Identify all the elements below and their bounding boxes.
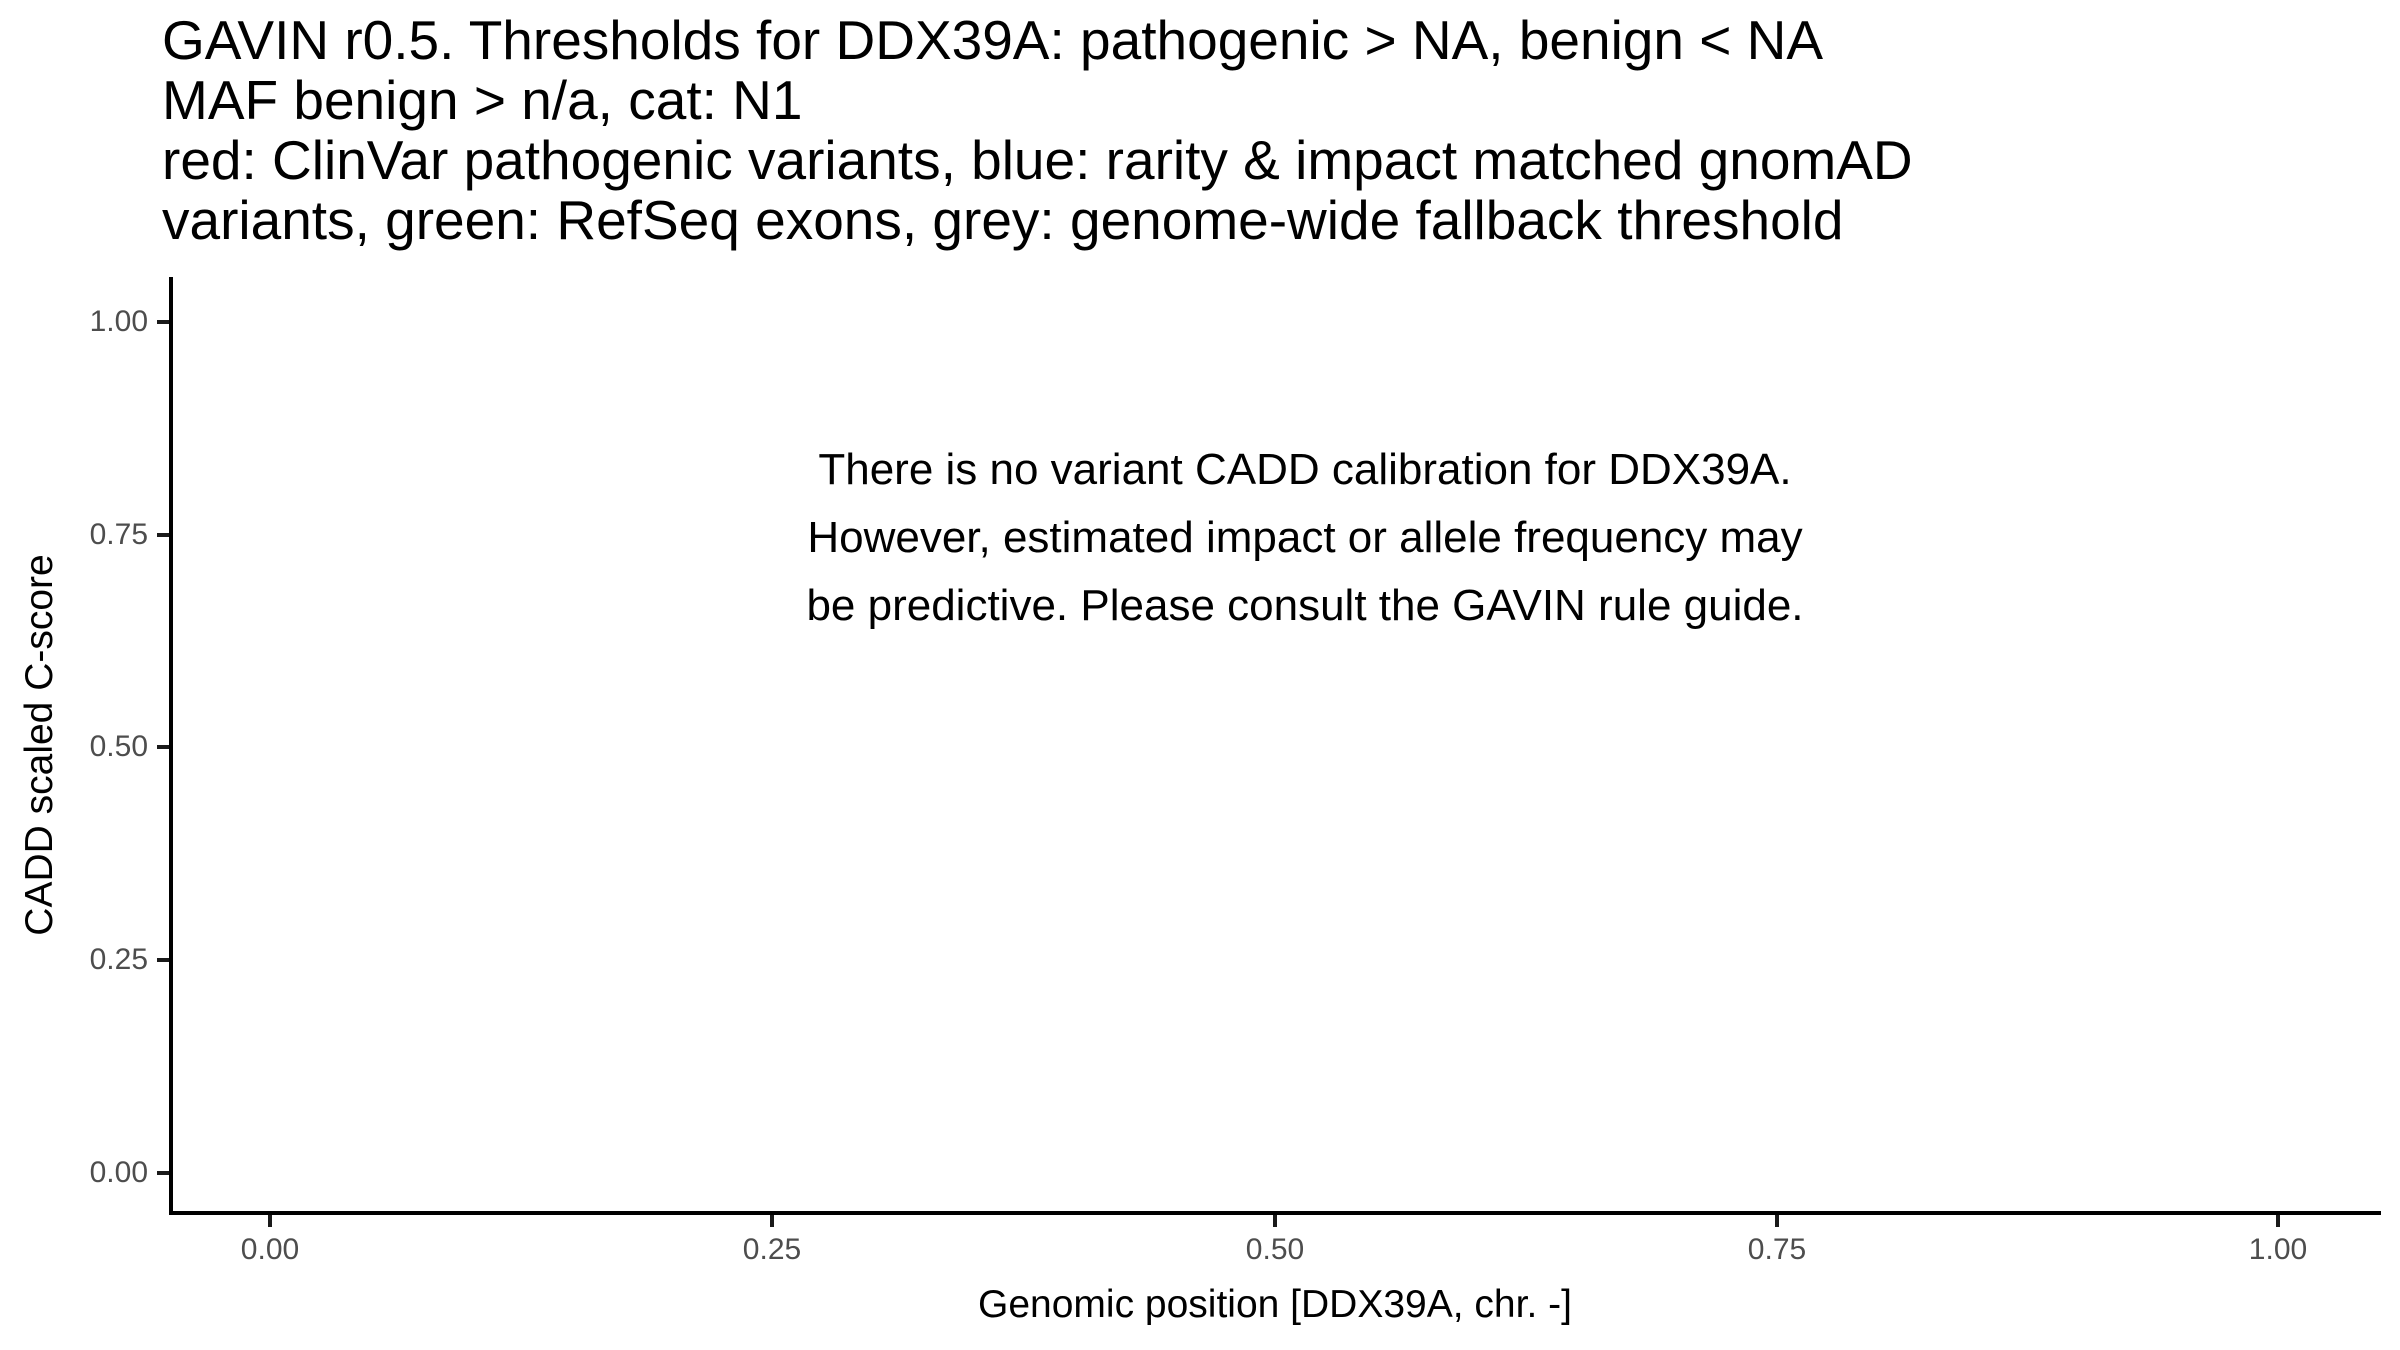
plot-title-line-1: GAVIN r0.5. Thresholds for DDX39A: pathogenic > NA, benign < NA: [162, 9, 1824, 71]
x-tick-mark: [268, 1215, 272, 1227]
x-tick-label: 0.50: [1245, 1233, 1305, 1266]
x-tick-label: 0.00: [240, 1233, 300, 1266]
x-tick-label: 0.25: [742, 1233, 802, 1266]
y-axis-line: [169, 277, 173, 1215]
y-tick-mark: [157, 745, 169, 749]
x-tick-label: 1.00: [2248, 1233, 2308, 1266]
plot-title-line-3: red: ClinVar pathogenic variants, blue: rarity & impact matched gnomAD: [162, 129, 1913, 191]
y-axis-title: CADD scaled C-score: [18, 554, 61, 936]
y-tick-mark: [157, 320, 169, 324]
y-tick-mark: [157, 1171, 169, 1175]
x-tick-mark: [2276, 1215, 2280, 1227]
annotation-line-2: However, estimated impact or allele frequency may: [807, 513, 1803, 562]
annotation-line-3: be predictive. Please consult the GAVIN rule guide.: [806, 581, 1804, 630]
x-axis-title: Genomic position [DDX39A, chr. -]: [978, 1283, 1572, 1326]
x-tick-mark: [1775, 1215, 1779, 1227]
plot-title: [162, 10, 1913, 250]
y-tick-mark: [157, 533, 169, 537]
y-tick-label: 0.25: [89, 943, 148, 976]
y-tick-label: 0.75: [89, 518, 148, 551]
x-tick-mark: [1273, 1215, 1277, 1227]
y-tick-label: 0.00: [89, 1156, 148, 1189]
y-tick-label: 0.50: [89, 730, 148, 763]
y-tick-label: 1.00: [89, 305, 148, 338]
no-calibration-annotation: [605, 436, 2005, 640]
x-tick-label: 0.75: [1747, 1233, 1807, 1266]
plot-title-line-4: variants, green: RefSeq exons, grey: genome-wide fallback threshold: [162, 189, 1844, 251]
plot-title-line-2: MAF benign > n/a, cat: N1: [162, 69, 803, 131]
plot-panel: [171, 278, 2380, 1213]
x-tick-mark: [770, 1215, 774, 1227]
y-tick-mark: [157, 958, 169, 962]
annotation-line-1: There is no variant CADD calibration for DDX39A.: [818, 445, 1792, 494]
